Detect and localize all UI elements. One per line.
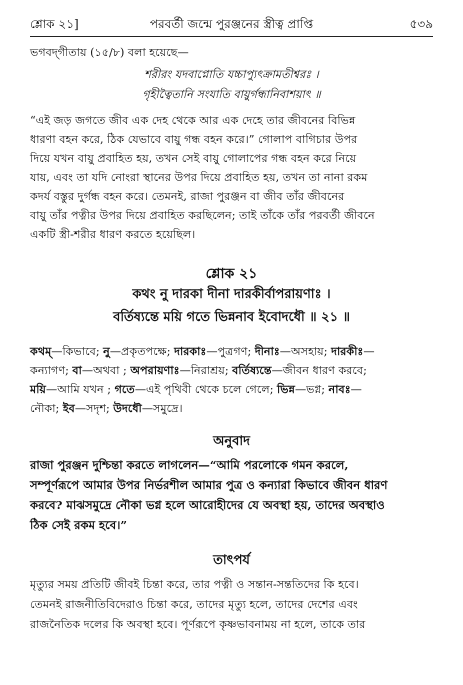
synonym-meaning: —আমি যখন ; — [46, 383, 115, 396]
synonym-word: বা — [72, 363, 82, 377]
translation-line: ঠিক সেই রকম হবে।” — [30, 518, 128, 532]
synonym-word: নাবঃ — [328, 382, 351, 396]
purport-line: তেমনই রাজনীতিবিদেরাও চিন্তা করে, তাদের মৃত্যু হলে, তাদের দেশের এবং — [30, 598, 358, 611]
intro-line: ভগবদ্‌গীতায় (১৫/৮) বলা হয়েছে— — [30, 46, 189, 59]
purport-line: মৃত্যুর সময় প্রতিটি জীবই চিন্তা করে, তার পত্নী ও সন্তান-সন্ততিদের কি হবে। — [30, 578, 359, 591]
synonym-meaning: —পুত্রগণ; — [206, 345, 255, 358]
paragraph-line: বায়ু তাঁর পত্নীর উপর দিয়ে প্রবাহিত করছিলেন; তাই তাঁকে তাঁর পরবর্তী জীবনে — [30, 209, 375, 222]
synonym-word: দীনাঃ — [254, 344, 280, 358]
synonym-word: নু — [103, 344, 110, 358]
paragraph-line: একটি স্ত্রী-শরীর ধারণ করতে হয়েছিল। — [30, 228, 196, 241]
synonym-word: দারকীঃ — [331, 344, 364, 358]
header-rule — [30, 36, 433, 37]
translation-heading: অনুবাদ — [213, 434, 250, 449]
translation-line: সম্পূর্ণরূপে আমার উপর নির্ভরশীল আমার পুত্র ও কন্যারা কিভাবে জীবন ধারণ — [30, 478, 388, 492]
synonym-word: বর্তিষ্যন্তে — [232, 363, 272, 377]
verse-title: শ্লোক ২১ — [205, 266, 258, 282]
synonyms-line — [30, 361, 433, 381]
purport-heading: তাৎপর্য — [213, 553, 250, 568]
synonym-meaning: —প্রকৃতপক্ষে; — [109, 345, 175, 358]
paragraph-line: ধারণা বহন করে, ঠিক যেভাবে বায়ু গন্ধ বহন করে।” গোলাপ বাগিচার উপর — [30, 133, 358, 146]
synonym-meaning: —ভগ্ন; — [294, 383, 329, 396]
synonyms-line — [30, 380, 433, 400]
sanskrit-verse-line-1: কথং নু দারকা দীনা দারকীর্বাপরায়ণাঃ । — [132, 287, 331, 302]
purport-line: রাজনৈতিক দলের কি অবস্থা হবে। পূর্ণরূপে কৃষ্ণভাবনাময় না হলে, তাকে তার — [30, 618, 366, 631]
synonym-meaning: —জীবন ধারণ করবে; — [271, 364, 367, 377]
synonym-word: ইব — [62, 401, 75, 415]
synonyms-line — [30, 399, 433, 419]
paragraph-line: যায়, এবং তা যদি নোংরা স্থানের উপর দিয়ে প্রবাহিত হয়, তখন তা নানা রকম — [30, 171, 368, 184]
header-verse-ref: শ্লোক ২১] — [30, 17, 79, 31]
synonym-meaning: — — [363, 345, 375, 358]
header-chapter-title: পরবর্তী জন্মে পুরঞ্জনের স্ত্রীত্ব প্রাপ্তি — [149, 17, 314, 31]
translation-line: করবে? মাঝসমুদ্রে নৌকা ভগ্ন হলে আরোহীদের যে অবস্থা হয়, তাদের অবস্থাও — [30, 498, 385, 512]
synonym-word: অপরায়ণাঃ — [130, 363, 180, 377]
synonym-meaning: —সমুদ্রে। — [141, 402, 183, 415]
sanskrit-verse-line-2: বর্তিষ্যন্তে ময়ি গতে ভিন্ননাব ইবোদধৌ ॥ ২১ ॥ — [113, 310, 350, 325]
synonym-meaning: —অসহায়; — [279, 345, 332, 358]
paragraph-line: কদর্য বস্তুর দুর্গন্ধ বহন করে। তেমনই, রাজা পুরঞ্জন বা জীব তাঁর জীবনের — [30, 190, 345, 203]
synonym-word: উদধৌ — [113, 401, 142, 415]
synonym-meaning: —কিভাবে; — [51, 345, 104, 358]
synonym-word: দারকাঃ — [174, 344, 207, 358]
synonym-meaning: —নিরাশ্রয়; — [179, 364, 233, 377]
synonym-word: গতে — [114, 382, 135, 396]
synonym-word: ভিন্ন — [277, 382, 295, 396]
running-header — [30, 16, 433, 34]
gita-quote-line-1: শরীরং যদবাপ্নোতি যচ্চাপ্যুৎক্রামতীশ্বরঃ । — [144, 68, 319, 81]
synonym-word: কথম্ — [30, 344, 52, 358]
synonym-meaning: কন্যাগণ; — [30, 364, 73, 377]
paragraph-line: দিয়ে যখন বায়ু প্রবাহিত হয়, তখন সেই বায়ু গোলাপের গন্ধ বহন করে নিয়ে — [30, 152, 357, 165]
synonyms-line — [30, 342, 433, 362]
synonym-meaning: —সদৃশ; — [74, 402, 114, 415]
page-number: ৫৩৯ — [409, 17, 433, 31]
synonym-word: ময়ি — [30, 382, 47, 396]
gita-quote-line-2: গৃহীত্বৈতানি সংযাতি বায়ুর্গন্ধানিবাশয়াৎ ॥ — [142, 88, 321, 101]
translation-line: রাজা পুরঞ্জন দুশ্চিন্তা করতে লাগলেন—“আমি পরলোকে গমন করলে, — [30, 458, 349, 472]
synonym-meaning: —অথবা ; — [81, 364, 131, 377]
synonym-meaning: — — [350, 383, 362, 396]
paragraph-line: “এই জড় জগতে জীব এক দেহ থেকে আর এক দেহে তার জীবনের বিভিন্ন — [30, 114, 356, 127]
synonym-meaning: —এই পৃথিবী থেকে চলে গেলে; — [134, 383, 278, 396]
synonym-meaning: নৌকা; — [30, 402, 63, 415]
